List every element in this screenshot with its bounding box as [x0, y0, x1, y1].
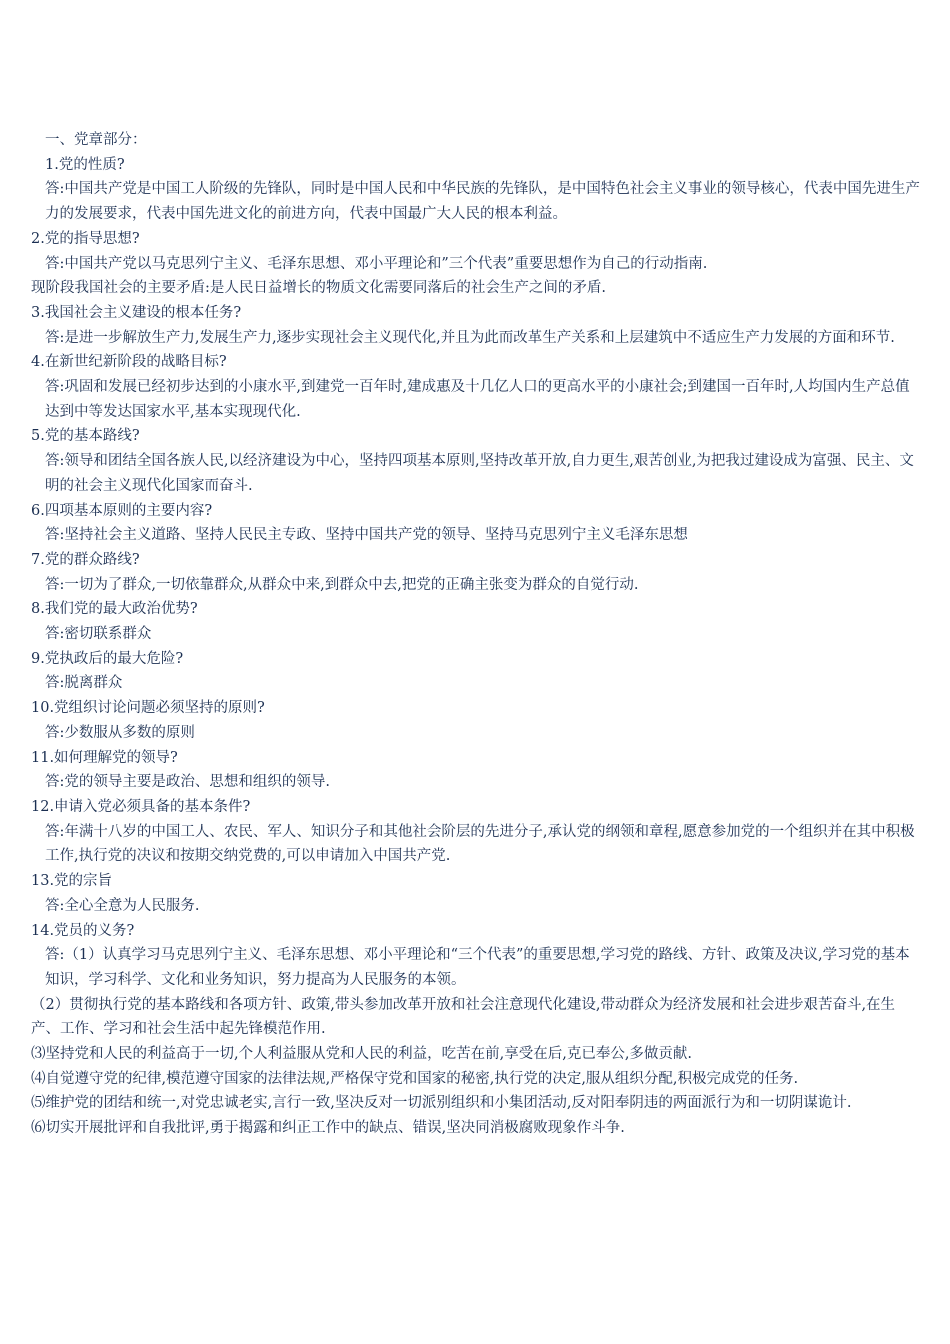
- text-line: 答:领导和团结全国各族人民,以经济建设为中心，坚持四项基本原则,坚持改革开放,自力更生,艰苦创业,为把我过建设成为富强、民主、文明的社会主义现代化国家而奋斗.: [45, 453, 914, 494]
- text-line: 13.党的宗旨: [31, 873, 113, 890]
- text-line: 答:年满十八岁的中国工人、农民、军人、知识分子和其他社会阶层的先进分子,承认党的纲领和章程,愿意参加党的一个组织并在其中积极工作,执行党的决议和按期交纳党费的,可以申请加入中国共产党.: [45, 823, 915, 865]
- text-line: 答:巩固和发展已经初步达到的小康水平,到建党一百年时,建成惠及十几亿人口的更高水平的小康社会;到建国一百年时,人均国内生产总值达到中等发达国家水平,基本实现现代化.: [45, 379, 910, 420]
- text-line: 答:中国共产党以马克思列宁主义、毛泽东思想、邓小平理论和”三个代表”重要思想作为自己的行动指南.: [45, 255, 708, 272]
- text-line: 答:一切为了群众,一切依靠群众,从群众中来,到群众中去,把党的正确主张变为群众的自觉行动.: [45, 576, 639, 593]
- text-line: 11.如何理解党的领导?: [31, 749, 178, 766]
- text-line: 6.四项基本原则的主要内容?: [31, 502, 213, 519]
- text-line: 14.党员的义务?: [31, 922, 135, 939]
- text-line: ⑷自觉遵守党的纪律,模范遵守国家的法律法规,严格保守党和国家的秘密,执行党的决定,服从组织分配,积极完成党的任务.: [31, 1070, 799, 1087]
- text-line: 12.申请入党必须具备的基本条件?: [31, 798, 251, 815]
- document-body: [31, 128, 921, 1141]
- text-line: 答:密切联系群众: [45, 626, 152, 643]
- text-line: 答:全心全意为人民服务.: [45, 897, 200, 914]
- text-line: 3.我国社会主义建设的根本任务?: [31, 304, 242, 321]
- text-line: 现阶段我国社会的主要矛盾:是人民日益增长的物质文化需要同落后的社会生产之间的矛盾.: [31, 280, 606, 297]
- text-line: （2）贯彻执行党的基本路线和各项方针、政策,带头参加改革开放和社会注意现代化建设,带动群众为经济发展和社会进步艰苦奋斗,在生产、工作、学习和社会生活中起先锋模范作用.: [31, 996, 896, 1038]
- text-line: 答:少数服从多数的原则: [45, 724, 195, 741]
- text-line: 10.党组织讨论问题必须坚持的原则?: [31, 700, 265, 717]
- text-line: 5.党的基本路线?: [31, 428, 140, 445]
- text-line: 答:（1）认真学习马克思列宁主义、毛泽东思想、邓小平理论和“三个代表”的重要思想,学习党的路线、方针、政策及决议,学习党的基本知识，学习科学、文化和业务知识，努力提高为人民服务的本领。: [45, 947, 910, 988]
- text-line: 7.党的群众路线?: [31, 551, 140, 568]
- text-line: 答:党的领导主要是政治、思想和组织的领导.: [45, 774, 330, 791]
- text-line: 答:坚持社会主义道路、坚持人民民主专政、坚持中国共产党的领导、坚持马克思列宁主义毛泽东思想: [45, 527, 688, 544]
- text-line: 答:中国共产党是中国工人阶级的先锋队，同时是中国人民和中华民族的先锋队，是中国特色社会主义事业的领导核心，代表中国先进生产力的发展要求，代表中国先进文化的前进方向，代表中国最广大人民的根本利益。: [45, 181, 920, 223]
- text-line: 8.我们党的最大政治优势?: [31, 601, 198, 618]
- text-line: 答:脱离群众: [45, 675, 123, 692]
- text-line: 2.党的指导思想?: [31, 230, 140, 247]
- text-line: 一、党章部分：: [45, 132, 147, 148]
- text-line: 9.党执政后的最大危险?: [31, 650, 184, 667]
- text-line: 答:是进一步解放生产力,发展生产力,逐步实现社会主义现代化,并且为此而改革生产关系和上层建筑中不适应生产力发展的方面和环节.: [45, 329, 895, 346]
- text-line: 1.党的性质?: [45, 156, 125, 173]
- text-line: 4.在新世纪新阶段的战略目标?: [31, 354, 227, 371]
- text-line: ⑸维护党的团结和统一,对党忠诚老实,言行一致,坚决反对一切派别组织和小集团活动,反对阳奉阴违的两面派行为和一切阴谋诡计.: [31, 1095, 852, 1112]
- text-line: ⑹切实开展批评和自我批评,勇于揭露和纠正工作中的缺点、错误,坚决同消极腐败现象作斗争.: [31, 1120, 625, 1137]
- text-line: ⑶坚持党和人民的利益高于一切,个人利益服从党和人民的利益，吃苦在前,享受在后,克已奉公,多做贡献.: [31, 1046, 693, 1063]
